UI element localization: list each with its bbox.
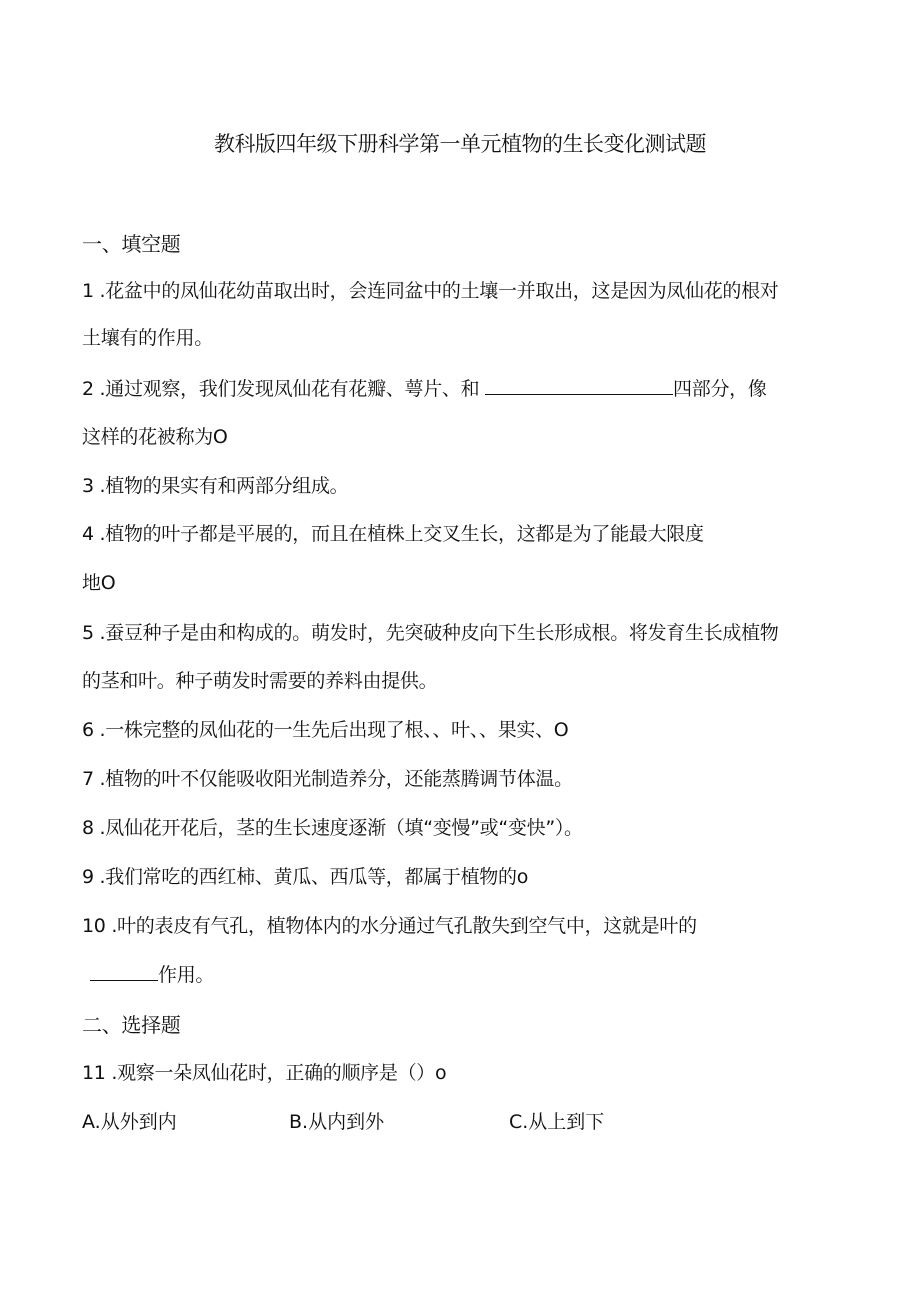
question-5-line-1: [82, 618, 779, 645]
option-b[interactable]: B.从内到外: [289, 1111, 385, 1133]
question-10-line-1: [82, 911, 697, 938]
question-number: 1: [82, 280, 94, 302]
question-11: [82, 1058, 446, 1085]
section-heading-choice: 二、选择题: [82, 1013, 181, 1037]
question-9: [82, 862, 528, 889]
question-2-line-2: 这样的花被称为O: [82, 426, 228, 448]
question-text: .一株完整的凤仙花的一生先后出现了根、、叶、、果实、O: [99, 719, 569, 741]
question-5-line-2: 的茎和叶。种子萌发时需要的养料由提供。: [82, 670, 438, 692]
question-number: 10: [82, 915, 106, 937]
question-number: 2: [82, 378, 94, 400]
question-number: 5: [82, 622, 94, 644]
question-10-line-2: [82, 960, 214, 987]
question-text: .凤仙花开花后，茎的生长速度逐渐（填“变慢”或“变快”）。: [99, 817, 583, 839]
question-text: .通过观察，我们发现凤仙花有花瓣、萼片、和: [99, 378, 480, 400]
question-text: .我们常吃的西红柿、黄瓜、西瓜等，都属于植物的o: [99, 866, 529, 888]
question-text: .花盆中的凤仙花幼苗取出时，会连同盆中的土壤一并取出，这是因为凤仙花的根对: [99, 280, 779, 302]
option-a[interactable]: A.从外到内: [82, 1111, 177, 1133]
question-number: 4: [82, 523, 94, 545]
question-6: [82, 715, 568, 742]
option-c[interactable]: C.从上到下: [509, 1111, 605, 1133]
question-2-line-1: [82, 374, 767, 401]
question-text: .叶的表皮有气孔，植物体内的水分通过气孔散失到空气中，这就是叶的: [111, 915, 697, 937]
question-number: 6: [82, 719, 94, 741]
section-heading-fill-in: 一、填空题: [82, 232, 181, 256]
question-text: .观察一朵凤仙花时，正确的顺序是（）o: [111, 1062, 447, 1084]
question-number: 9: [82, 866, 94, 888]
question-4-line-1: [82, 519, 704, 546]
question-number: 7: [82, 768, 94, 790]
question-3: [82, 471, 348, 498]
question-8: [82, 813, 583, 840]
question-number: 11: [82, 1062, 106, 1084]
question-number: 8: [82, 817, 94, 839]
question-text: 四部分，像: [673, 378, 767, 400]
question-text: .植物的果实有和两部分组成。: [99, 475, 349, 497]
document-title: 教科版四年级下册科学第一单元植物的生长变化测试题: [214, 132, 706, 156]
answer-blank[interactable]: [485, 393, 673, 395]
question-1-line-2: 土壤有的作用。: [82, 327, 213, 349]
question-text: .蚕豆种子是由和构成的。萌发时，先突破种皮向下生长形成根。将发育生长成植物: [99, 622, 779, 644]
question-text: .植物的叶子都是平展的，而且在植株上交叉生长，这都是为了能最大限度: [99, 523, 704, 545]
question-text: .植物的叶不仅能吸收阳光制造养分，还能蒸腾调节体温。: [99, 768, 573, 790]
question-text: 作用。: [158, 964, 215, 986]
question-1-line-1: [82, 276, 779, 303]
question-number: 3: [82, 475, 94, 497]
answer-blank[interactable]: [90, 979, 158, 981]
question-7: [82, 764, 573, 791]
question-4-line-2: 地O: [82, 572, 116, 594]
